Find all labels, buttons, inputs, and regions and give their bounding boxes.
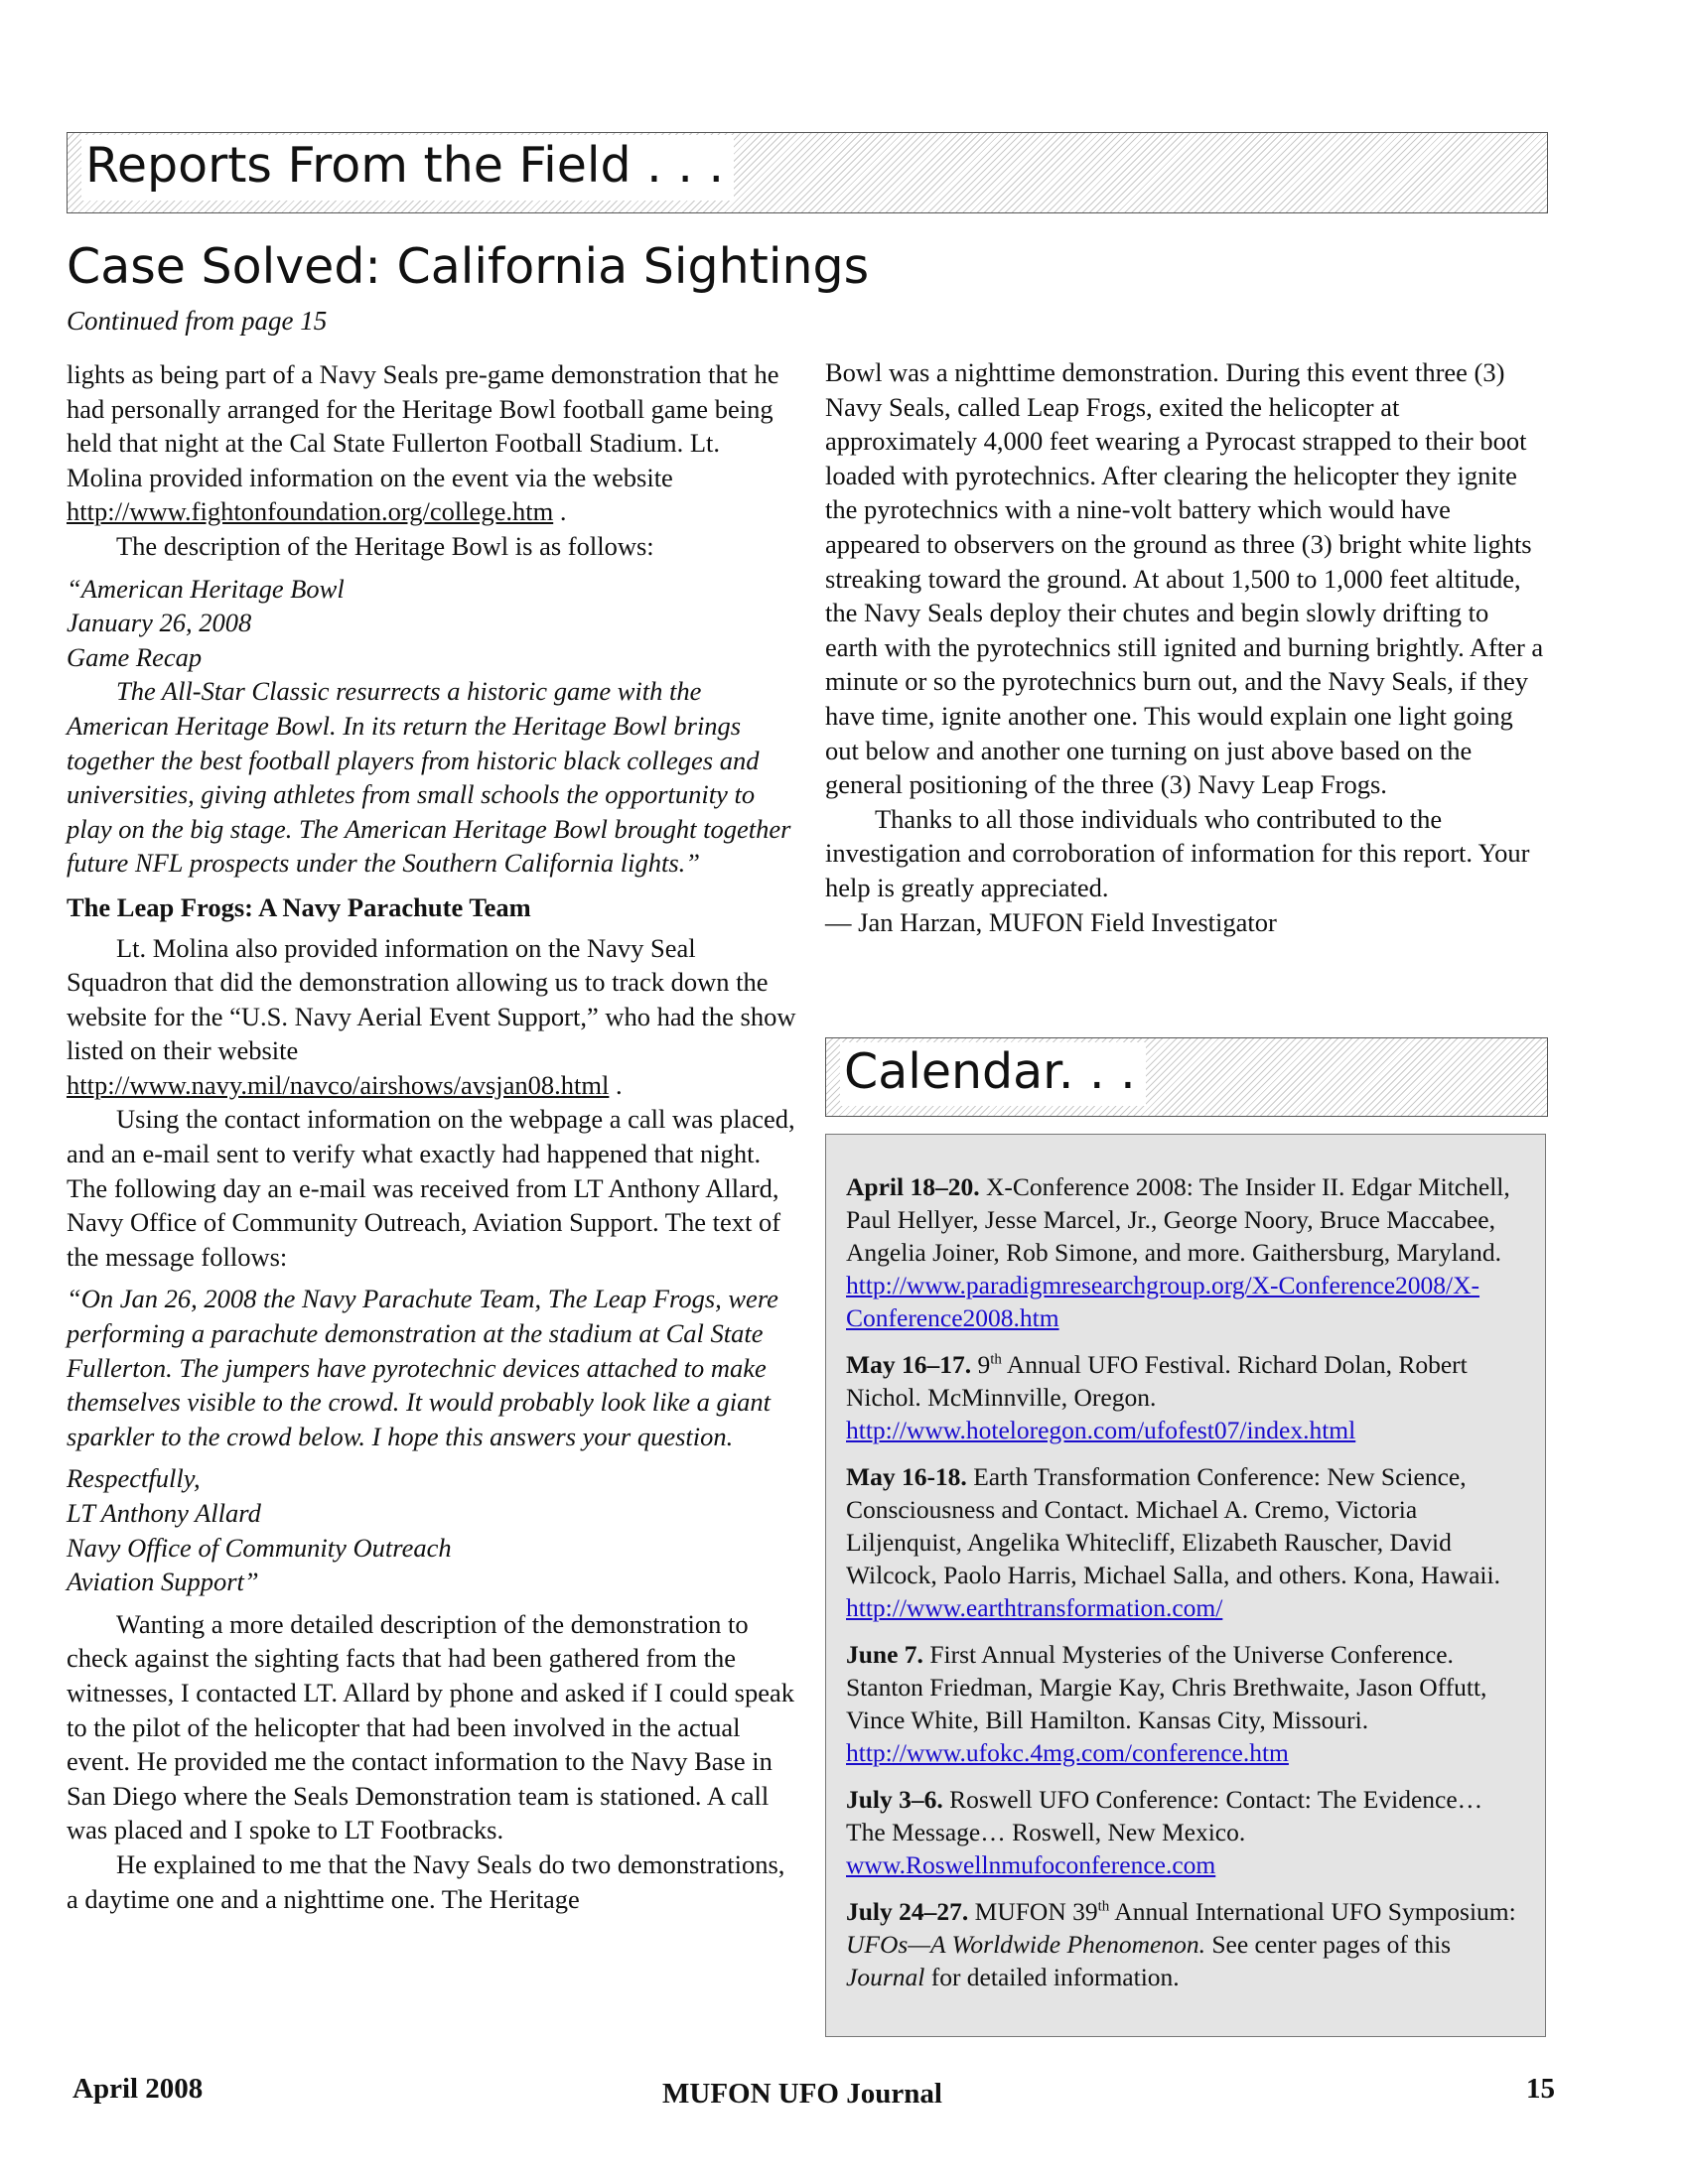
quote-body: The All-Star Classic resurrects a historic game with the American Heritage Bowl. In its return the Heritage Bowl brings together the best football players from historic black colleges and universities, giving athletes from small schools the opportunity to play on the big stage. The American Heritage Bowl brought together future NFL prospects under the Southern California lights.” bbox=[67, 676, 791, 879]
section-title: Reports From the Field . . . bbox=[81, 135, 734, 201]
calendar-link[interactable]: http://www.paradigmresearchgroup.org/X-Conference2008/X-Conference2008.htm bbox=[846, 1271, 1480, 1332]
quote-line: January 26, 2008 bbox=[67, 608, 252, 638]
section-header-bar bbox=[67, 132, 1548, 213]
continued-note: Continued from page 15 bbox=[67, 306, 328, 336]
signature-line: LT Anthony Allard bbox=[67, 1498, 261, 1528]
calendar-header-bar bbox=[825, 1037, 1548, 1117]
footer-journal: MUFON UFO Journal bbox=[662, 2078, 942, 2110]
calendar-entry: April 18–20. X-Conference 2008: The Insider II. Edgar Mitchell, Paul Hellyer, Jesse Marcel, Jr., George Noory, Bruce Maccabee, Angelia Joiner, Rob Simone, and more. Gaithersburg, Maryland. http://www.paradigmresearchgroup.org/X-Conference2008/X-Conference2008.htm bbox=[846, 1172, 1510, 1332]
email-quote: “On Jan 26, 2008 the Navy Parachute Team, The Leap Frogs, were performing a parachute demonstration at the stadium at Cal State Fullerton. The jumpers have pyrotechnic devices attached to make themselves visible to the crowd. It would probably look like a giant sparkler to the crowd below. I hope this answers your question. bbox=[67, 1284, 778, 1451]
paragraph: He explained to me that the Navy Seals do two demonstrations, a daytime one and a nighttime one. The Heritage bbox=[67, 1848, 785, 1914]
quote-line: “American Heritage Bowl bbox=[67, 573, 345, 604]
article-headline: Case Solved: California Sightings bbox=[67, 238, 870, 295]
paragraph: Lt. Molina also provided information on the Navy Seal Squadron that did the demonstration allowing us to track down the website for the “U.S. Navy Aerial Event Support,” who had the show listed on their website http://www.navy.mil/navco/airshows/avsjan08.html . bbox=[67, 932, 796, 1100]
signature-line: Respectfully, bbox=[67, 1463, 201, 1494]
calendar-entry: May 16-18. Earth Transformation Conference: New Science, Consciousness and Contact. Michael A. Cremo, Victoria Liljenquist, Angelika Whitecliff, Elizabeth Rauscher, David Wilcock, Paolo Harris, Michael Salla, and others. Kona, Hawaii. http://www.earthtransformation.com/ bbox=[846, 1462, 1500, 1622]
calendar-entry: July 24–27. MUFON 39th Annual International UFO Symposium: UFOs—A Worldwide Phenomenon. See center pages of this Journal for detailed information. bbox=[846, 1897, 1516, 1991]
paragraph: Using the contact information on the webpage a call was placed, and an e-mail sent to verify what exactly had happened that night. The following day an e-mail was received from LT Anthony Allard, Navy Office of Community Outreach, Aviation Support. The text of the message follows: bbox=[67, 1104, 795, 1272]
calendar-entry: July 3–6. Roswell UFO Conference: Contact: The Evidence… The Message… Roswell, New Mexico. www.Roswellnmufoconference.com bbox=[846, 1785, 1483, 1879]
footer-date: April 2008 bbox=[72, 2073, 204, 2105]
left-column bbox=[67, 357, 796, 1916]
paragraph: The description of the Heritage Bowl is as follows: bbox=[116, 530, 654, 561]
fightonfoundation-link[interactable]: http://www.fightonfoundation.org/college.htm bbox=[67, 496, 554, 527]
page-number: 15 bbox=[1526, 2073, 1555, 2105]
byline: — Jan Harzan, MUFON Field Investigator bbox=[825, 906, 1277, 937]
paragraph: lights as being part of a Navy Seals pre-game demonstration that he had personally arranged for the Heritage Bowl football game being held that night at the Cal State Fullerton Football Stadium. Lt. Molina provided information on the event via the website http://www.fightonfoundation.org/college.htm . bbox=[67, 359, 779, 527]
signature-line: Navy Office of Community Outreach bbox=[67, 1532, 452, 1563]
paragraph: Wanting a more detailed description of the demonstration to check against the sighting facts that had been gathered from the witnesses, I contacted LT. Allard by phone and asked if I could speak to the pilot of the helicopter that had been involved in the actual event. He provided me the contact information to the Navy Base in San Diego where the Seals Demonstration team is stationed. A call was placed and I spoke to LT Footbracks. bbox=[67, 1608, 794, 1845]
paragraph: Thanks to all those individuals who contributed to the investigation and corroboration of information for this report. Your help is greatly appreciated. bbox=[825, 803, 1530, 902]
navy-airshows-link[interactable]: http://www.navy.mil/navco/airshows/avsjan08.html bbox=[67, 1069, 610, 1100]
right-column bbox=[825, 355, 1546, 939]
calendar-box bbox=[825, 1134, 1546, 2037]
subheading: The Leap Frogs: A Navy Parachute Team bbox=[67, 891, 531, 922]
calendar-link[interactable]: http://www.ufokc.4mg.com/conference.htm bbox=[846, 1738, 1289, 1767]
calendar-title: Calendar. . . bbox=[840, 1042, 1146, 1106]
paragraph: Bowl was a nighttime demonstration. During this event three (3) Navy Seals, called Leap Frogs, exited the helicopter at approximately 4,000 feet wearing a Pyrocast strapped to their boot loaded with pyrotechnics. After clearing the helicopter they ignite the pyrotechnics with a nine-volt battery which would have appeared to observers on the ground as three (3) bright white lights streaking toward the ground. At about 1,500 to 1,000 feet altitude, the Navy Seals deploy their chutes and begin slowly drifting to earth with the pyrotechnics still ignited and burning brightly. After a minute or so the pyrotechnics burn out, and the Navy Seals, if they have time, ignite another one. This would explain one light going out below and another one turning on just above based on the general positioning of the three (3) Navy Leap Frogs. bbox=[825, 357, 1544, 800]
quote-line: Game Recap bbox=[67, 641, 203, 672]
calendar-link[interactable]: http://www.earthtransformation.com/ bbox=[846, 1593, 1223, 1622]
calendar-link[interactable]: www.Roswellnmufoconference.com bbox=[846, 1850, 1216, 1879]
calendar-link[interactable]: http://www.hoteloregon.com/ufofest07/index.html bbox=[846, 1416, 1356, 1444]
calendar-entry: May 16–17. 9th Annual UFO Festival. Richard Dolan, Robert Nichol. McMinnville, Oregon. http://www.hoteloregon.com/ufofest07/index.html bbox=[846, 1350, 1468, 1444]
calendar-entry: June 7. First Annual Mysteries of the Universe Conference. Stanton Friedman, Margie Kay, Chris Brethwaite, Jason Offutt, Vince White, Bill Hamilton. Kansas City, Missouri. http://www.ufokc.4mg.com/conference.htm bbox=[846, 1640, 1487, 1767]
signature-line: Aviation Support” bbox=[67, 1567, 259, 1597]
